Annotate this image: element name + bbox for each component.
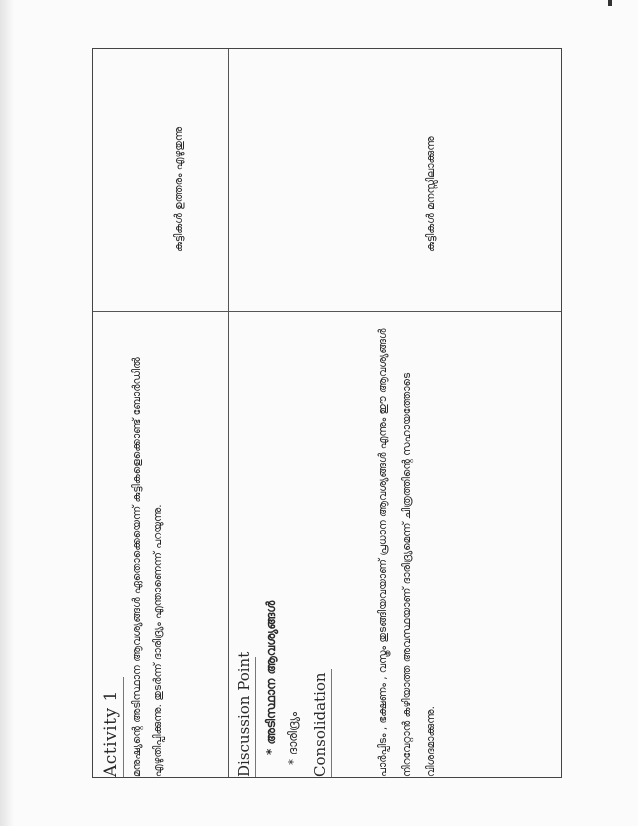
lesson-table xyxy=(92,48,562,778)
activity-remark: കുട്ടികൾ ഉത്തരം എഴുതുന്നു xyxy=(173,126,185,252)
discussion-point-1: * അടിസ്ഥാന ആവശ്യങ്ങൾ xyxy=(264,600,278,755)
consolidation-text: പാർപ്പിടം , ഭക്ഷണം , വസ്ത്രം തുടങ്ങിയവയാണ് പ്രധാന ആവശ്യങ്ങൾ എന്നും ഈ ആവശ്യങ്ങൾ നിറവേറ്റാൻ കഴിയാത്ത അവസ്ഥയാണ് ദാരിദ്ര്യമെന്ന് ചിത്രത്തിന്റെ സഹായത്തോടെ വിശദമാക്കുന്നു. xyxy=(377,328,437,777)
scan-mark xyxy=(608,0,612,6)
consolidation-remark: കുട്ടികൾ മനസ്സിലാക്കുന്നു xyxy=(425,136,437,252)
activity-title: Activity 1 xyxy=(101,690,121,777)
scan-edge-shadow xyxy=(0,0,14,826)
rotated-lesson-plan xyxy=(92,48,562,778)
column-divider xyxy=(93,311,561,312)
activity-title-underline xyxy=(123,677,124,777)
row-divider xyxy=(228,49,229,777)
discussion-title-underline xyxy=(255,657,256,777)
discussion-point-2: * ദാരിദ്ര്യം xyxy=(286,711,300,765)
consolidation-title-underline xyxy=(331,669,332,777)
discussion-title: Discussion Point xyxy=(235,651,253,777)
consolidation-title: Consolidation xyxy=(311,672,329,777)
activity-text: മനുഷ്യന്റെ അടിസ്ഥാന ആവശ്യങ്ങൾ ഏതൊക്കെയെന്ന് കുട്ടികളെക്കൊണ്ട് ബോർഡിൽ എഴുതിപ്പിക്കുന്നു. തുടർന്ന് ദാരിദ്ര്യം എന്താണെന്ന് പറയുന്നു. xyxy=(131,357,164,777)
